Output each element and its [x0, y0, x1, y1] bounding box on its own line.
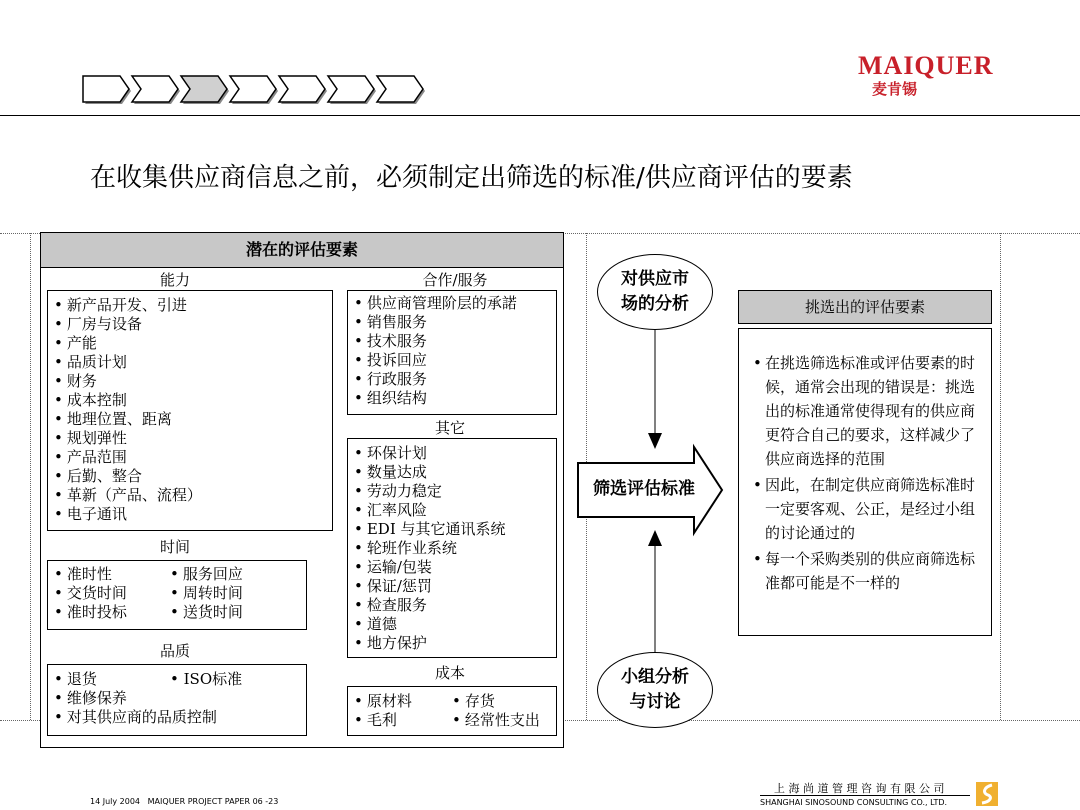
other-item: • 道德 [354, 615, 556, 634]
other-label: 其它 [434, 419, 465, 437]
capability-item: • 产能 [54, 334, 332, 353]
potential-factors-header: 潜在的评估要素 [41, 233, 563, 268]
group-discussion-oval [597, 652, 713, 728]
company-logo-mark [976, 782, 998, 806]
cost-list-2 [452, 692, 540, 730]
market-analysis-oval [597, 254, 713, 330]
capability-item: • 财务 [54, 372, 332, 391]
company-logo-icon [976, 782, 998, 806]
quality-item: • 退货 [54, 670, 217, 689]
cooperation-item: • 技术服务 [354, 332, 556, 351]
selected-point [753, 547, 981, 595]
time-item: • 准时性 [54, 565, 127, 584]
other-item: • 汇率风险 [354, 501, 556, 520]
time-item: • 周转时间 [170, 584, 243, 603]
cooperation-item: • 行政服务 [354, 370, 556, 389]
logo-chinese-text: 麦肯锡 [872, 80, 918, 98]
guide-line-right [1000, 233, 1001, 720]
capability-item: • 产品范围 [54, 448, 332, 467]
capability-item: • 规划弹性 [54, 429, 332, 448]
cost-box [347, 686, 557, 736]
other-item: • 轮班作业系统 [354, 539, 556, 558]
cost-item: • 毛利 [354, 711, 412, 730]
header-divider [0, 115, 1080, 116]
capability-label: 能力 [159, 271, 190, 289]
cost-item: • 原材料 [354, 692, 412, 711]
time-item: • 服务回应 [170, 565, 243, 584]
other-item: • 保证/惩罚 [354, 577, 556, 596]
step-navigation [80, 72, 440, 106]
capability-item: • 电子通讯 [54, 505, 332, 524]
capability-item: • 后勤、整合 [54, 467, 332, 486]
cost-item: • 经常性支出 [452, 711, 540, 730]
bullet: • [753, 550, 762, 568]
brand-logo [858, 51, 994, 100]
screening-criteria-text: 筛选评估标准 [593, 479, 695, 499]
selected-point-text: 因此，在制定供应商筛选标准时一定要客观、公正，是经过小组的讨论通过的 [765, 476, 976, 542]
selected-point-text: 每一个采购类别的供应商筛选标准都可能是不一样的 [765, 550, 976, 592]
nav-step-6[interactable] [328, 76, 374, 102]
page-title: 在收集供应商信息之前，必须制定出筛选的标准/供应商评估的要素 [90, 163, 853, 193]
capability-list [54, 296, 332, 524]
footer-company-cn: 上 海 尚 道 管 理 咨 询 有 限 公 司 [774, 782, 945, 795]
quality-iso-item: • ISO标准 [170, 670, 243, 688]
logo-brand-text: MAIQUER [858, 51, 994, 80]
cooperation-item: • 投诉回应 [354, 351, 556, 370]
time-box [47, 560, 307, 630]
other-item: • 数量达成 [354, 463, 556, 482]
capability-item: • 成本控制 [54, 391, 332, 410]
group-discussion-text: 小组分析与讨论 [621, 667, 689, 712]
other-item: • EDI 与其它通讯系统 [354, 520, 556, 539]
quality-box [47, 664, 307, 736]
cooperation-item: • 组织结构 [354, 389, 556, 408]
market-analysis-text: 对供应市场的分析 [621, 269, 689, 314]
other-item: • 检查服务 [354, 596, 556, 615]
selected-factors-box [738, 328, 992, 636]
selected-point [753, 351, 981, 471]
guide-line-left [30, 233, 31, 720]
cost-list-1 [354, 692, 412, 730]
selected-factors-points [753, 351, 981, 595]
quality-item: • 对其供应商的品质控制 [54, 708, 217, 727]
bullet: • [753, 354, 762, 372]
footer-company-rule [760, 795, 970, 796]
footer-company-en: SHANGHAI SINOSOUND CONSULTING CO., LTD. [760, 798, 948, 807]
cooperation-box [347, 290, 557, 415]
other-item: • 地方保护 [354, 634, 556, 653]
nav-step-7[interactable] [377, 76, 423, 102]
cost-label: 成本 [434, 664, 465, 682]
capability-item: • 新产品开发、引进 [54, 296, 332, 315]
quality-label: 品质 [159, 642, 190, 660]
selected-point [753, 473, 981, 545]
other-list [354, 444, 556, 653]
nav-step-2[interactable] [132, 76, 178, 102]
cooperation-item: • 销售服务 [354, 313, 556, 332]
quality-iso-text: ISO标准 [183, 670, 243, 688]
capability-item: • 革新（产品、流程） [54, 486, 332, 505]
cooperation-label: 合作/服务 [422, 271, 488, 289]
time-list-2 [170, 565, 243, 622]
footer-date [90, 797, 278, 806]
time-item: • 送货时间 [170, 603, 243, 622]
other-item: • 劳动力稳定 [354, 482, 556, 501]
cooperation-item: • 供应商管理阶层的承諾 [354, 294, 556, 313]
nav-step-1[interactable] [83, 76, 129, 102]
time-item: • 交货时间 [54, 584, 127, 603]
nav-step-4[interactable] [230, 76, 276, 102]
time-label: 时间 [159, 538, 190, 556]
cost-item: • 存货 [452, 692, 540, 711]
nav-step-3[interactable] [181, 76, 227, 102]
quality-item: • 维修保养 [54, 689, 217, 708]
cooperation-list [354, 294, 556, 408]
other-item: • 运输/包装 [354, 558, 556, 577]
capability-item: • 地理位置、距离 [54, 410, 332, 429]
other-item: • 环保计划 [354, 444, 556, 463]
selected-factors-header: 挑选出的评估要素 [738, 290, 992, 324]
time-item: • 准时投标 [54, 603, 127, 622]
other-box [347, 438, 557, 658]
capability-box [47, 290, 333, 531]
time-list-1 [54, 565, 127, 622]
selected-point-text: 在挑选筛选标准或评估要素的时候，通常会出现的错误是：挑选出的标准通常使得现有的供应商更符合自己的要求，这样减少了供应商选择的范围 [765, 354, 976, 468]
capability-item: • 品质计划 [54, 353, 332, 372]
footer-paper-text: MAIQUER PROJECT PAPER 06 -23 [147, 797, 279, 806]
nav-step-5[interactable] [279, 76, 325, 102]
bullet: • [753, 476, 762, 494]
capability-item: • 厂房与设备 [54, 315, 332, 334]
footer-date-text: 14 July 2004 [90, 797, 141, 806]
